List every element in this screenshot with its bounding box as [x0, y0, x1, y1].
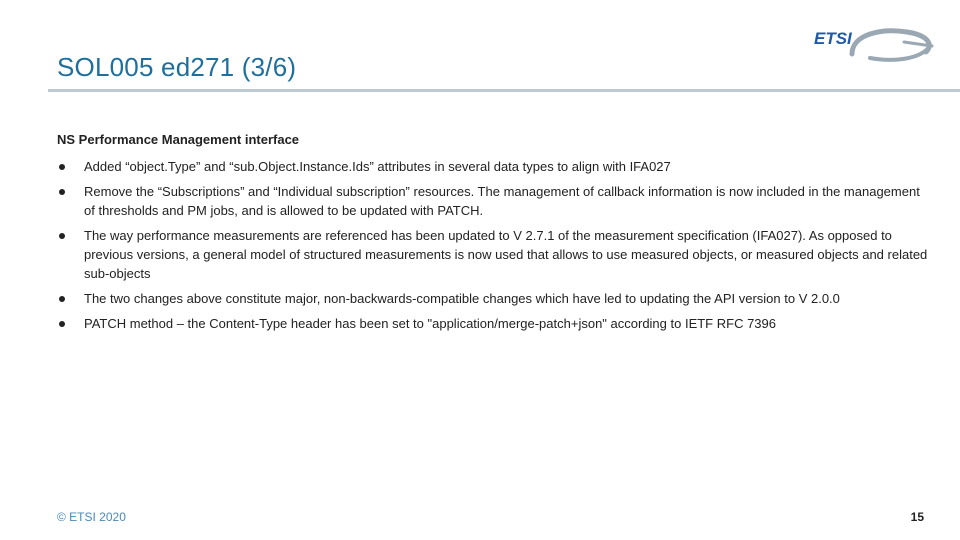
- bullet-dot-icon: [59, 321, 65, 327]
- list-item: [57, 182, 929, 220]
- bullet-dot-icon: [59, 233, 65, 239]
- bullet-text: Remove the “Subscriptions” and “Individual subscription” resources. The management of callback information is now included in the management of thresholds and PM jobs, and is allowed to be updated with PATCH.: [84, 184, 920, 218]
- etsi-logo: [812, 22, 936, 66]
- bullet-dot-icon: [59, 296, 65, 302]
- slide-title: SOL005 ed271 (3/6): [57, 52, 297, 82]
- slide-body: [57, 131, 929, 339]
- title-divider: [48, 89, 960, 92]
- section-heading: NS Performance Management interface: [57, 132, 300, 147]
- bullet-dot-icon: [59, 189, 65, 195]
- list-item: [57, 226, 929, 283]
- bullet-text: Added “object.Type” and “sub.Object.Instance.Ids” attributes in several data types to align with IFA027: [84, 159, 671, 174]
- page-number: 15: [910, 510, 924, 524]
- bullet-text: PATCH method – the Content-Type header has been set to "application/merge-patch+json" according to IETF RFC 7396: [84, 316, 776, 331]
- footer-copyright: © ETSI 2020: [57, 510, 126, 524]
- bullet-text: The way performance measurements are referenced has been updated to V 2.7.1 of the measurement specification (IFA027). As opposed to previous versions, a general model of structured measurements is now used that allows to use measured objects, or measured objects and related sub-objects: [84, 228, 928, 281]
- list-item: [57, 157, 929, 176]
- list-item: [57, 289, 929, 308]
- etsi-logo-text: ETSI: [814, 29, 852, 48]
- list-item: [57, 314, 929, 333]
- bullet-dot-icon: [59, 164, 65, 170]
- bullet-list: [57, 157, 929, 333]
- bullet-text: The two changes above constitute major, non-backwards-compatible changes which have led to updating the API version to V 2.0.0: [84, 291, 840, 306]
